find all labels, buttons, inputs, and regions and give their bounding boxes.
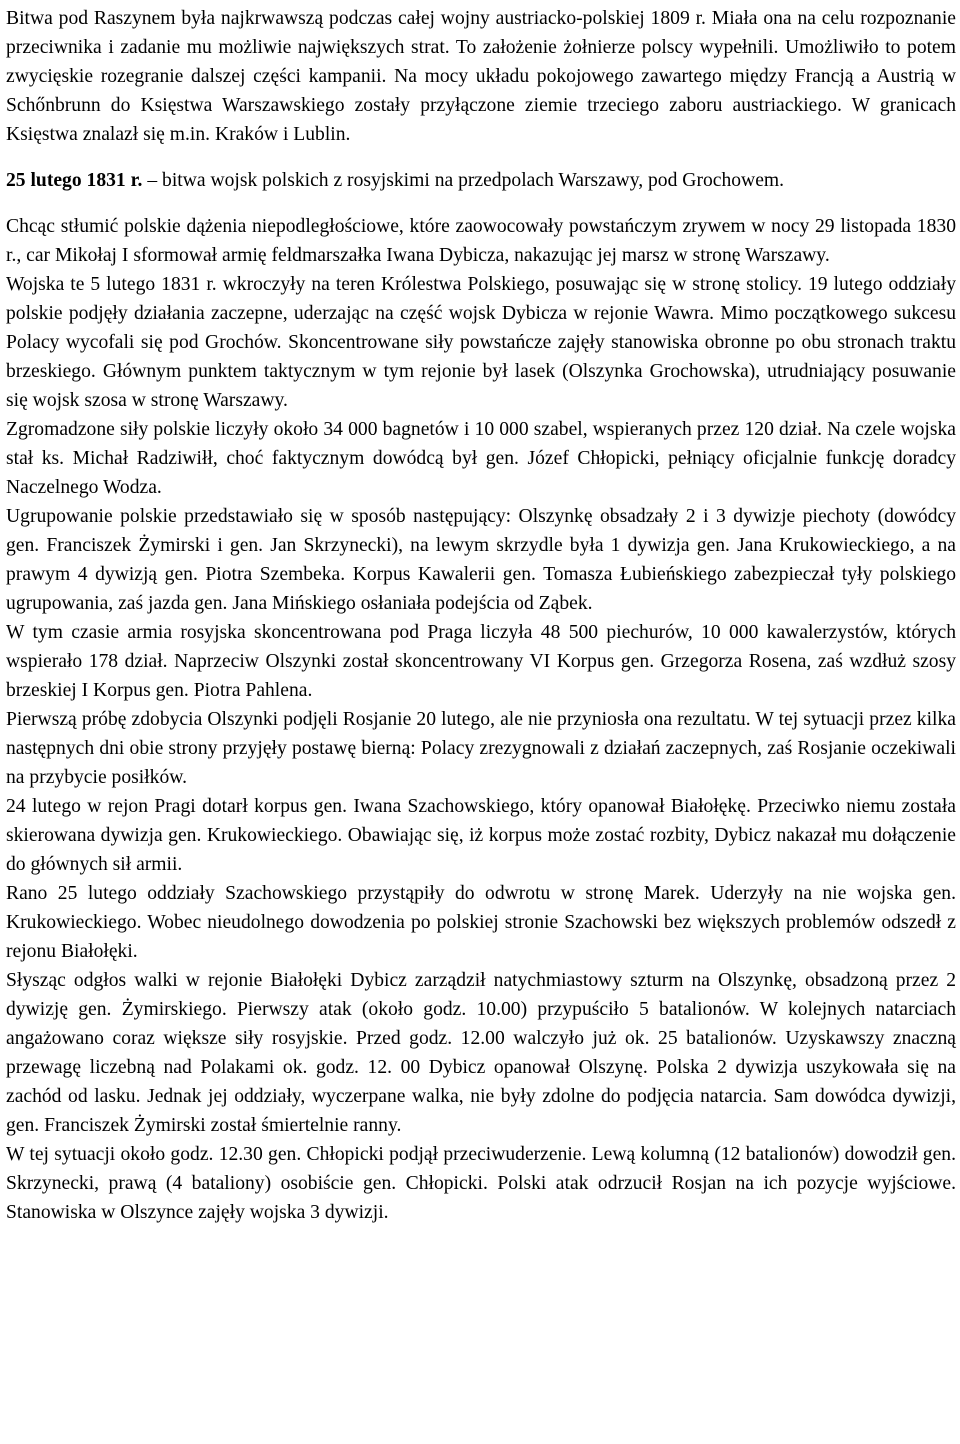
body-paragraph: Pierwszą próbę zdobycia Olszynki podjęli Rosjanie 20 lutego, ale nie przyniosła ona rezultatu. W tej sytuacji przez kilka następnych dni obie strony przyjęły postawę bierną: Polacy zrezygnowali z działań zaczepnych, zaś Rosjanie oczekiwali na przybycie posiłków. <box>6 709 956 788</box>
section-date: 25 lutego 1831 r. <box>6 170 143 191</box>
section-spacer <box>6 149 956 166</box>
body-paragraph: W tym czasie armia rosyjska skoncentrowana pod Praga liczyła 48 500 piechurów, 10 000 kawalerzystów, których wspierało 178 dział. Naprzeciw Olszynki został skoncentrowany VI Korpus gen. Grzegorza Rosena, zaś wzdłuż szosy brzeskiej I Korpus gen. Piotra Pahlena. <box>6 622 956 701</box>
section-spacer <box>6 195 956 212</box>
intro-paragraph: Bitwa pod Raszynem była najkrwawszą podczas całej wojny austriacko-polskiej 1809 r. Miała ona na celu rozpoznanie przeciwnika i zadanie mu możliwie największych strat. To założenie żołnierze polscy wypełnili. Umożliwiło to potem zwycięskie rozegranie dalszej części kampanii. Na mocy układu pokojowego zawartego między Francją a Austrią w Schőnbrunn do Księstwa Warszawskiego zostały przyłączone ziemie trzeciego zaboru austriackiego. W granicach Księstwa znalazł się m.in. Kraków i Lublin. <box>6 8 956 145</box>
body-paragraph: Ugrupowanie polskie przedstawiało się w sposób następujący: Olszynkę obsadzały 2 i 3 dywizje piechoty (dowódcy gen. Franciszek Żymirski i gen. Jan Skrzynecki), na lewym skrzydle była 1 dywizja gen. Jana Krukowieckiego, a na prawym 4 dywizją gen. Piotra Szembeka. Korpus Kawalerii gen. Tomasza Łubieńskiego zabezpieczał tyły polskiego ugrupowania, zaś jazda gen. Jana Mińskiego osłaniała podejścia od Ząbek. <box>6 506 956 614</box>
body-paragraph: Chcąc stłumić polskie dążenia niepodległościowe, które zaowocowały powstańczym zrywem w nocy 29 listopada 1830 r., car Mikołaj I sformował armię feldmarszałka Iwana Dybicza, nakazując jej marsz w stronę Warszawy. <box>6 216 956 266</box>
body-paragraph: Rano 25 lutego oddziały Szachowskiego przystąpiły do odwrotu w stronę Marek. Uderzyły na nie wojska gen. Krukowieckiego. Wobec nieudolnego dowodzenia po polskiej stronie Szachowski bez większych problemów odszedł z rejonu Białołęki. <box>6 883 956 962</box>
body-paragraph: Zgromadzone siły polskie liczyły około 34 000 bagnetów i 10 000 szabel, wspieranych przez 120 dział. Na czele wojska stał ks. Michał Radziwiłł, choć faktycznym dowódcą był gen. Józef Chłopicki, pełniący oficjalnie funkcję doradcy Naczelnego Wodza. <box>6 419 956 498</box>
body-paragraph: W tej sytuacji około godz. 12.30 gen. Chłopicki podjął przeciwuderzenie. Lewą kolumną (12 batalionów) dowodził gen. Skrzynecki, prawą (4 bataliony) osobiście gen. Chłopicki. Polski atak odrzucił Rosjan na ich pozycje wyjściowe. Stanowiska w Olszynce zajęły wojska 3 dywizji. <box>6 1144 956 1223</box>
body-paragraph: Słysząc odgłos walki w rejonie Białołęki Dybicz zarządził natychmiastowy szturm na Olszynkę, obsadzoną przez 2 dywizję gen. Żymirskiego. Pierwszy atak (około godz. 10.00) przypuściło 5 batalionów. W kolejnych natarciach angażowano coraz większe siły rosyjskie. Przed godz. 12.00 walczyło już ok. 25 batalionów. Uzyskawszy znaczną przewagę liczebną nad Polakami ok. godz. 12. 00 Dybicz opanował Olszynę. Polska 2 dywizja uszykowała się na zachód od lasku. Jednak jej oddziały, wyczerpane walka, nie były zdolne do podjęcia natarcia. Sam dowódca dywizji, gen. Franciszek Żymirski został śmiertelnie ranny. <box>6 970 956 1136</box>
section-heading <box>6 166 956 195</box>
body-paragraph: Wojska te 5 lutego 1831 r. wkroczyły na teren Królestwa Polskiego, posuwając się w stronę stolicy. 19 lutego oddziały polskie podjęły działania zaczepne, uderzając na część wojsk Dybicza w rejonie Wawra. Mimo początkowego sukcesu Polacy wycofali się pod Grochów. Skoncentrowane siły powstańcze zajęły stanowiska obronne po obu stronach traktu brzeskiego. Głównym punktem taktycznym w tym rejonie był lasek (Olszynka Grochowska), utrudniający posuwanie się wojsk szosa w stronę Warszawy. <box>6 274 956 411</box>
section-title: – bitwa wojsk polskich z rosyjskimi na przedpolach Warszawy, pod Grochowem. <box>142 170 785 191</box>
body-paragraph: 24 lutego w rejon Pragi dotarł korpus gen. Iwana Szachowskiego, który opanował Białołękę. Przeciwko niemu została skierowana dywizja gen. Krukowieckiego. Obawiając się, iż korpus może zostać rozbity, Dybicz nakazał mu dołączenie do głównych sił armii. <box>6 796 956 875</box>
